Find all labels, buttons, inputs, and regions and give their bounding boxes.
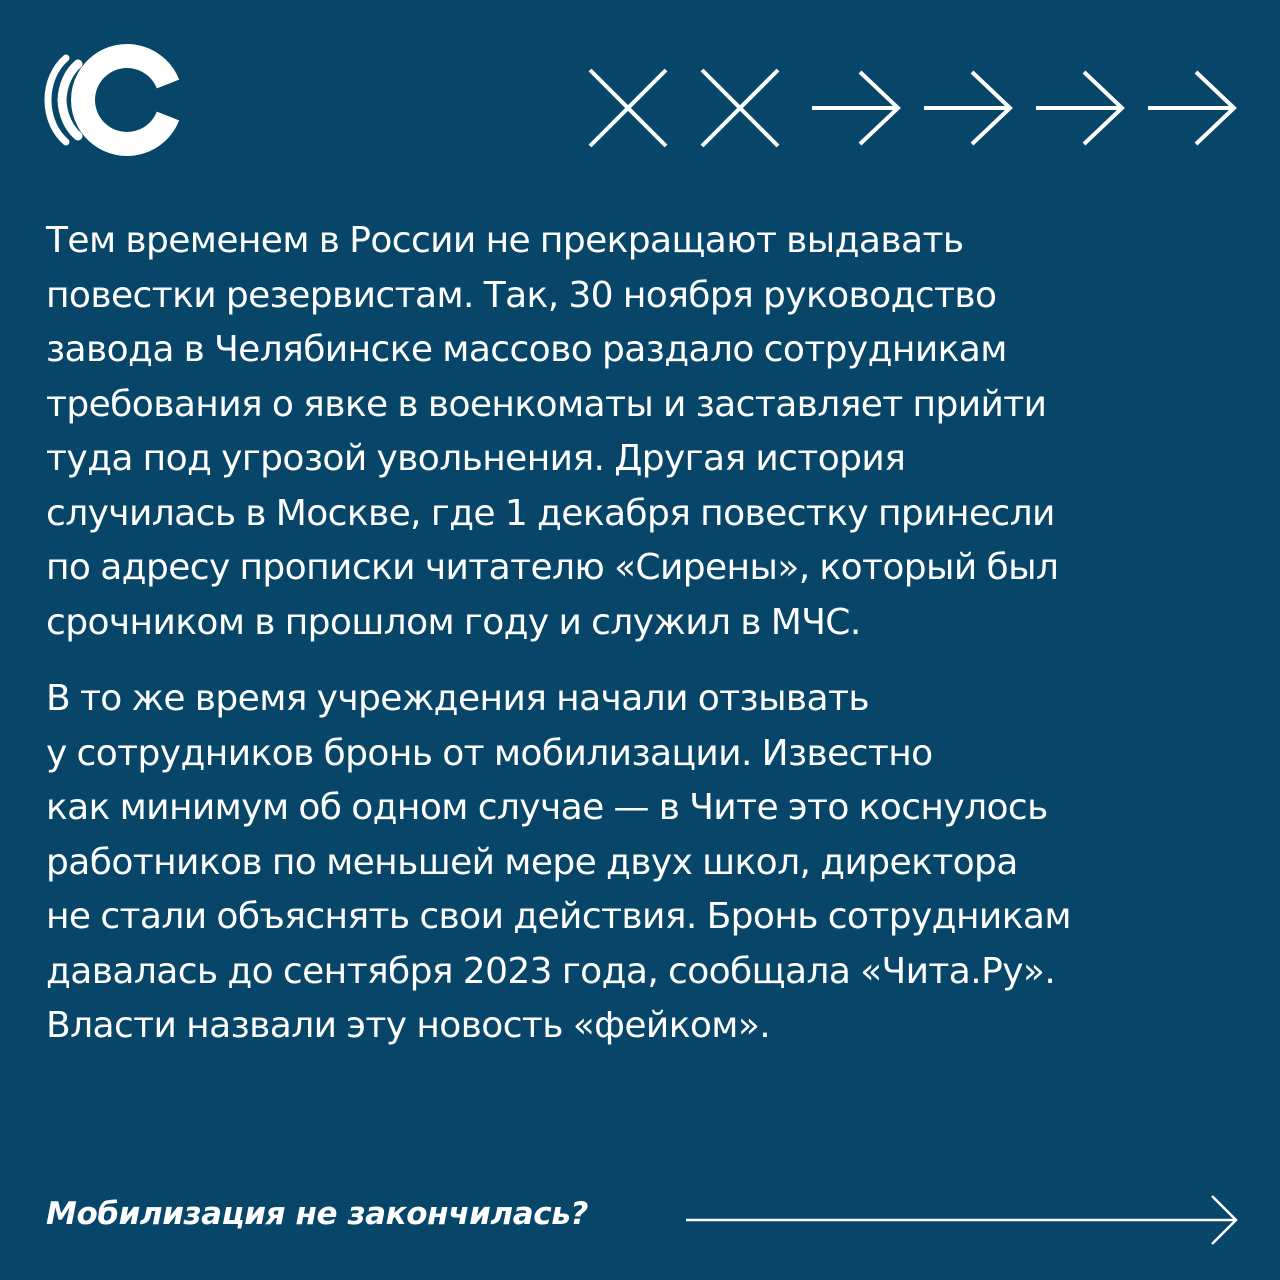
paragraph-1: Тем временем в России не прекращают выдавать повестки резервистам. Так, 30 ноября руководство завода в Челябинске массово раздало сотрудникам требования о явке в военкоматы и заставляет прийти туда под угрозой увольнения. Другая история случилась в Москве, где 1 декабря повестку принесли по адресу прописки читателю «Сирены», который был срочником в прошлом году и служил в МЧС. <box>46 220 1059 643</box>
arrow-right-icon <box>924 72 1010 144</box>
series-caption: Мобилизация не закончилась? <box>46 1196 588 1232</box>
paragraph-2: В то же время учреждения начали отзывать у сотрудников бронь от мобилизации. Известно как минимум об одном случае — в Чите это коснулось работников по меньшей мере двух школ, директора не стали объяснять свои действия. Бронь сотрудникам давалась до сентября 2023 года, сообщала «Чита.Ру». Власти назвали эту новость «фейком». <box>46 678 1071 1046</box>
slide-progress-indicator <box>586 66 1246 150</box>
article-body <box>46 214 1246 1054</box>
long-arrow-right-icon <box>686 1190 1246 1250</box>
arrow-right-icon <box>1148 72 1234 144</box>
arrow-right-icon <box>1036 72 1122 144</box>
arrow-right-icon <box>812 72 898 144</box>
cross-icon <box>702 70 778 146</box>
footer <box>46 1186 1244 1256</box>
siren-c-logo-icon <box>40 38 180 162</box>
cross-icon <box>590 70 666 146</box>
